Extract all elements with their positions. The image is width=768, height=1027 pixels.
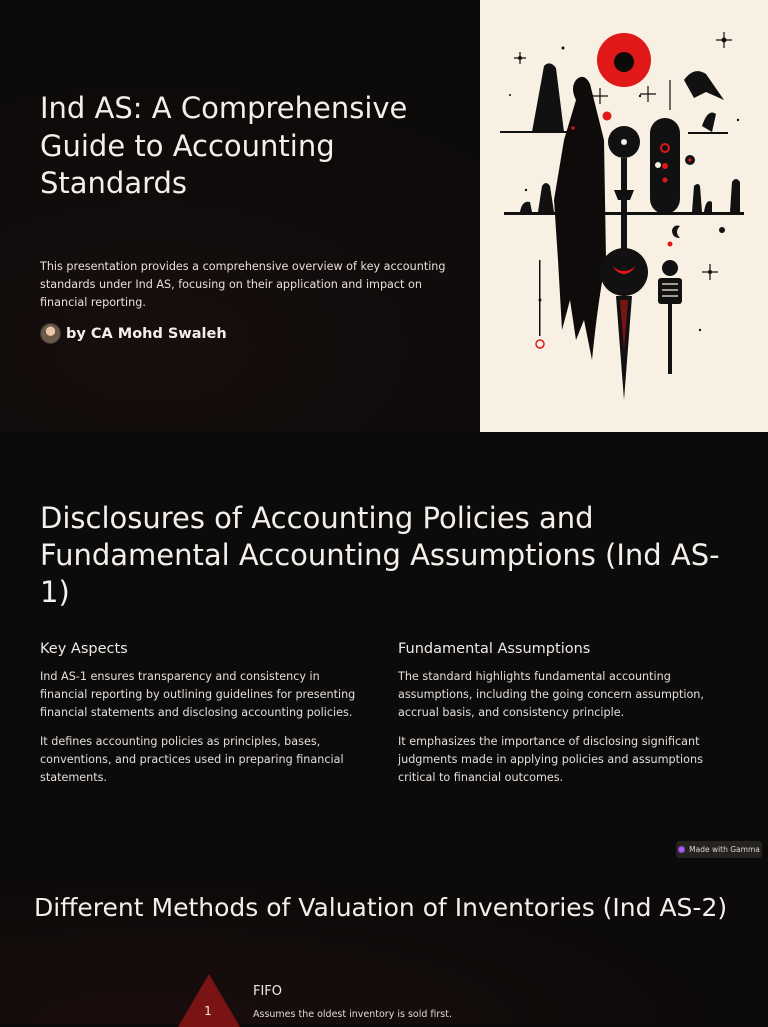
- column-paragraph: It defines accounting policies as principles, bases, conventions, and practices used in preparing financial statements.: [40, 735, 344, 784]
- column-paragraph: The standard highlights fundamental accounting assumptions, including the going concern assumption, accrual basis, and consistency principle.: [398, 670, 704, 719]
- gamma-logo-icon: [678, 846, 685, 853]
- inventory-valuation-slide: [0, 864, 768, 1024]
- author-avatar: [40, 323, 61, 344]
- step-number: 1: [204, 1004, 212, 1018]
- column-heading: Fundamental Assumptions: [398, 641, 591, 657]
- step-triangle-icon: [176, 972, 242, 1027]
- key-aspects-column: [40, 640, 370, 798]
- step-label: FIFO: [253, 984, 283, 999]
- cover-illustration: [480, 0, 768, 432]
- column-paragraph: Ind AS-1 ensures transparency and consistency in financial reporting by outlining guidelines for presenting financial statements and disclosing accounting policies.: [40, 670, 356, 719]
- author-byline: [40, 323, 227, 344]
- column-paragraph: It emphasizes the importance of disclosing significant judgments made in applying policies and assumptions critical to financial outcomes.: [398, 735, 703, 784]
- slide-description: This presentation provides a comprehensive overview of key accounting standards under Ind AS, focusing on their application and impact on financial reporting.: [40, 260, 446, 309]
- title-slide: [0, 0, 768, 432]
- author-name: by CA Mohd Swaleh: [66, 325, 227, 342]
- made-with-gamma-badge[interactable]: [676, 841, 762, 858]
- slide-title: Different Methods of Valuation of Inventories (Ind AS-2): [34, 893, 728, 922]
- column-heading: Key Aspects: [40, 641, 128, 657]
- gothic-figures-illustration: [480, 0, 768, 432]
- fundamental-assumptions-column: [398, 640, 728, 798]
- slide-title: Ind AS: A Comprehensive Guide to Accounting Standards: [40, 91, 408, 200]
- step-description: Assumes the oldest inventory is sold first.: [253, 1009, 452, 1020]
- badge-label: Made with Gamma: [689, 845, 760, 854]
- slide-title: Disclosures of Accounting Policies and Fundamental Accounting Assumptions (Ind AS-1): [40, 501, 720, 609]
